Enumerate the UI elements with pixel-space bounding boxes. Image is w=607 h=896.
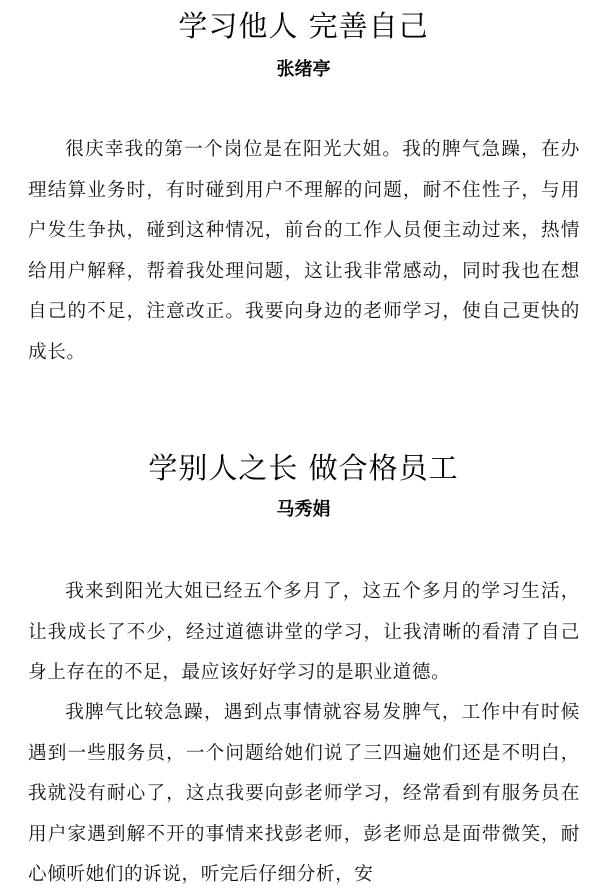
article-author: 张绪亭 <box>276 59 331 80</box>
article-paragraph: 很庆幸我的第一个岗位是在阳光大姐。我的脾气急躁，在办理结算业务时，有时碰到用户不理解的问题，耐不住性子，与用户发生争执，碰到这种情况，前台的工作人员便主动过来，热情给用户解释，帮着我处理问题，这让我非常感动，同时我也在想自己的不足，注意改正。我要向身边的老师学习，使自己更快的成长。 <box>28 139 580 363</box>
article-author: 马秀娟 <box>276 499 331 520</box>
article-title: 学习他人 完善自己 <box>178 9 429 43</box>
article-paragraph: 我来到阳光大姐已经五个多月了，这五个多月的学习生活，让我成长了不少，经过道德讲堂的学习，让我清晰的看清了自己身上存在的不足，最应该好好学习的是职业道德。 <box>28 581 580 683</box>
article-title: 学别人之长 做合格员工 <box>148 451 459 485</box>
article-paragraph: 我脾气比较急躁，遇到点事情就容易发脾气，工作中有时候遇到一些服务员，一个问题给她们说了三四遍她们还是不明白，我就没有耐心了，这点我要向彭老师学习，经常看到有服务员在用户家遇到解不开的事情来找彭老师，彭老师总是面带微笑，耐心倾听她们的诉说，听完后仔细分析，安 <box>28 702 580 885</box>
